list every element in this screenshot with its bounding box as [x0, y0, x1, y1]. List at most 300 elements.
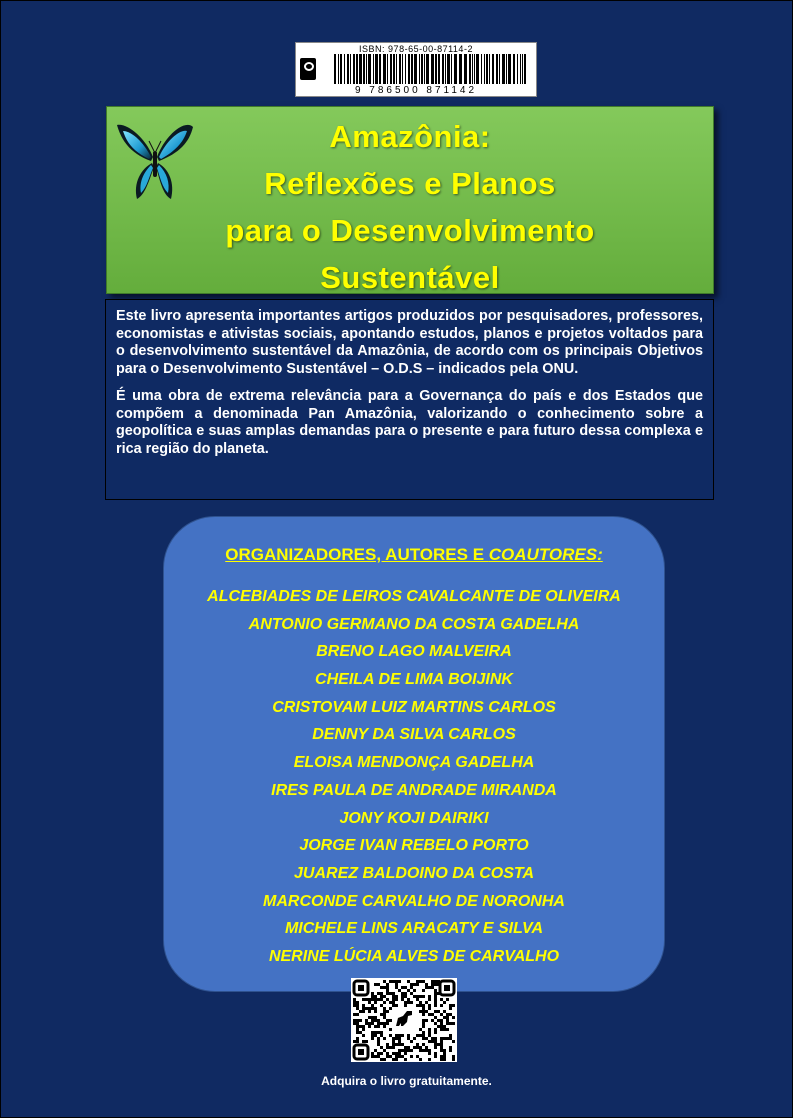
qr-cell: [425, 1010, 428, 1013]
qr-cell: [389, 1007, 392, 1010]
qr-cell: [407, 998, 410, 1001]
qr-cell: [389, 1046, 392, 1049]
qr-cell: [434, 1028, 437, 1031]
qr-cell: [410, 983, 413, 986]
qr-cell: [377, 1040, 380, 1043]
qr-cell: [374, 1055, 377, 1058]
qr-cell: [407, 1001, 410, 1004]
qr-cell: [434, 1052, 437, 1055]
qr-cell: [371, 1037, 374, 1040]
qr-cell: [434, 1010, 437, 1013]
qr-cell: [422, 1010, 425, 1013]
barcode-bar: [492, 54, 494, 84]
description-paragraph: É uma obra de extrema relevância para a Governança do país e dos Estados que compõem a denominada Pan Amazônia, valorizando o conhecimento sobre a geopolítica e suas amplas demandas para o presente e para futuro dessa complexa e rica região do planeta.: [116, 388, 703, 457]
qr-cell: [392, 1043, 395, 1046]
qr-cell: [398, 980, 401, 983]
qr-cell: [446, 1016, 449, 1019]
qr-cell: [371, 1007, 374, 1010]
qr-cell: [449, 1004, 452, 1007]
barcode-bar: [431, 54, 434, 84]
barcode-bar: [435, 54, 437, 84]
qr-cell: [428, 1034, 431, 1037]
qr-cell: [362, 1034, 365, 1037]
qr-cell: [404, 1004, 407, 1007]
barcode-bar: [438, 54, 440, 84]
qr-cell: [434, 1043, 437, 1046]
qr-cell: [362, 1025, 365, 1028]
qr-cell: [404, 995, 407, 998]
barcode-bar: [359, 54, 362, 84]
qr-cell: [368, 1022, 371, 1025]
title-line: Amazônia:: [329, 119, 491, 154]
author-name: DENNY DA SILVA CARLOS: [312, 726, 516, 744]
qr-cell: [380, 1004, 383, 1007]
qr-cell: [446, 1022, 449, 1025]
qr-cell: [452, 1040, 455, 1043]
qr-cell: [380, 1046, 383, 1049]
qr-cell: [362, 998, 365, 1001]
barcode-bar: [445, 54, 446, 84]
qr-cell: [422, 1049, 425, 1052]
authors-card: [163, 516, 665, 992]
qr-cell: [368, 1001, 371, 1004]
qr-cell: [425, 1001, 428, 1004]
qr-cell: [380, 1052, 383, 1055]
qr-cell: [452, 1004, 455, 1007]
qr-cell: [359, 1025, 362, 1028]
qr-cell: [434, 1046, 437, 1049]
qr-cell: [383, 1010, 386, 1013]
qr-cell: [383, 995, 386, 998]
qr-cell: [395, 1055, 398, 1058]
qr-cell: [353, 1001, 356, 1004]
qr-cell: [395, 1052, 398, 1055]
barcode-bar: [350, 54, 351, 84]
qr-cell: [401, 1034, 404, 1037]
qr-cell: [356, 1037, 359, 1040]
author-name: JONY KOJI DAIRIKI: [339, 809, 489, 827]
qr-cell: [374, 998, 377, 1001]
qr-cell: [380, 995, 383, 998]
qr-cell: [362, 1040, 365, 1043]
qr-cell: [452, 1055, 455, 1058]
qr-cell: [374, 1031, 377, 1034]
qr-cell: [440, 1025, 443, 1028]
barcode-bar: [344, 54, 345, 84]
qr-cell: [365, 1040, 368, 1043]
qr-cell: [428, 1040, 431, 1043]
qr-cell: [449, 1049, 452, 1052]
qr-cell: [395, 1043, 398, 1046]
qr-cell: [356, 1019, 359, 1022]
barcode-bar: [366, 54, 367, 84]
qr-cell: [371, 992, 374, 995]
author-name: JORGE IVAN REBELO PORTO: [299, 837, 529, 855]
qr-cell: [356, 1007, 359, 1010]
barcode-bar: [405, 54, 406, 84]
qr-cell: [419, 1010, 422, 1013]
author-name: JUAREZ BALDOINO DA COSTA: [294, 864, 534, 882]
qr-cell: [392, 995, 395, 998]
qr-cell: [440, 998, 443, 1001]
qr-cell: [386, 983, 389, 986]
qr-cell: [404, 1001, 407, 1004]
qr-cell: [377, 1043, 380, 1046]
title-line: Sustentável: [320, 260, 500, 295]
qr-cell: [374, 983, 377, 986]
qr-cell: [449, 1007, 452, 1010]
qr-cell: [377, 1022, 380, 1025]
qr-cell: [404, 992, 407, 995]
qr-cell: [356, 1028, 359, 1031]
barcode-bar: [447, 54, 450, 84]
qr-cell: [395, 998, 398, 1001]
author-name: BRENO LAGO MALVEIRA: [316, 643, 512, 661]
qr-cell: [392, 1058, 395, 1061]
qr-cell: [377, 1055, 380, 1058]
qr-cell: [446, 998, 449, 1001]
qr-cell: [401, 995, 404, 998]
qr-cell: [374, 1016, 377, 1019]
qr-cell: [356, 1004, 359, 1007]
qr-cell: [431, 1037, 434, 1040]
qr-code[interactable]: [351, 978, 457, 1062]
qr-cell: [407, 989, 410, 992]
qr-cell: [440, 1043, 443, 1046]
qr-cell: [452, 1022, 455, 1025]
qr-cell: [419, 1049, 422, 1052]
qr-cell: [374, 1019, 377, 1022]
qr-cell: [446, 1028, 449, 1031]
qr-cell: [365, 1007, 368, 1010]
qr-cell: [416, 1043, 419, 1046]
qr-cell: [392, 992, 395, 995]
qr-cell: [383, 1049, 386, 1052]
barcode-bar: [347, 54, 349, 84]
qr-cell: [386, 1022, 389, 1025]
qr-cell: [431, 986, 434, 989]
qr-cell: [428, 1028, 431, 1031]
barcode-bar: [368, 54, 371, 84]
qr-cell: [416, 1046, 419, 1049]
qr-cell: [392, 1004, 395, 1007]
qr-cell: [419, 1046, 422, 1049]
qr-cell: [365, 998, 368, 1001]
qr-cell: [395, 1034, 398, 1037]
title-banner: [106, 106, 714, 294]
qr-cell: [425, 1019, 428, 1022]
qr-cell: [383, 1016, 386, 1019]
qr-cell: [443, 1037, 446, 1040]
qr-cell: [416, 995, 419, 998]
qr-cell: [374, 1049, 377, 1052]
qr-cell: [404, 1049, 407, 1052]
barcode-bar: [524, 54, 526, 84]
qr-cell: [416, 998, 419, 1001]
qr-cell: [359, 1019, 362, 1022]
qr-cell: [383, 1037, 386, 1040]
barcode-bar: [334, 54, 336, 84]
qr-cell: [401, 1049, 404, 1052]
qr-cell: [383, 1022, 386, 1025]
barcode-bar: [499, 54, 500, 84]
qr-cell: [371, 1004, 374, 1007]
barcode-bar: [424, 54, 425, 84]
qr-cell: [419, 995, 422, 998]
qr-cell: [395, 1004, 398, 1007]
barcode-bar: [379, 54, 381, 84]
qr-cell: [368, 998, 371, 1001]
qr-cell: [410, 992, 413, 995]
qr-cell: [434, 1055, 437, 1058]
qr-cell: [422, 1013, 425, 1016]
qr-cell: [392, 998, 395, 1001]
barcode-bar: [459, 54, 462, 84]
qr-cell: [422, 1025, 425, 1028]
qr-cell: [428, 1004, 431, 1007]
qr-cell: [422, 1034, 425, 1037]
qr-cell: [392, 1046, 395, 1049]
qr-cell: [440, 1046, 443, 1049]
author-name: NERINE LÚCIA ALVES DE CARVALHO: [268, 947, 560, 965]
qr-cell: [416, 1004, 419, 1007]
barcode-bar: [508, 54, 511, 84]
qr-cell: [443, 1055, 446, 1058]
barcode-bar: [356, 54, 358, 84]
qr-cell: [383, 980, 386, 983]
qr-cell: [425, 986, 428, 989]
qr-cell: [431, 983, 434, 986]
barcode-bar: [393, 54, 395, 84]
qr-cell: [377, 983, 380, 986]
qr-cell: [428, 1031, 431, 1034]
qr-cell: [398, 1049, 401, 1052]
author-name: CHEILA DE LIMA BOIJINK: [315, 671, 513, 689]
qr-cell: [392, 1040, 395, 1043]
qr-cell: [377, 1019, 380, 1022]
qr-cell: [422, 1031, 425, 1034]
qr-cell: [425, 1049, 428, 1052]
author-name: MARCONDE CARVALHO DE NORONHA: [263, 892, 565, 910]
qr-cell: [416, 1055, 419, 1058]
qr-cell: [410, 1040, 413, 1043]
qr-cell: [356, 1022, 359, 1025]
barcode-bar: [426, 54, 429, 84]
qr-cell: [428, 1049, 431, 1052]
qr-cell: [413, 995, 416, 998]
qr-cell: [392, 1052, 395, 1055]
qr-cell: [368, 1010, 371, 1013]
author-name: MICHELE LINS ARACATY E SILVA: [284, 920, 544, 938]
qr-cell: [428, 995, 431, 998]
qr-cell: [404, 1052, 407, 1055]
qr-cell: [431, 980, 434, 983]
qr-cell: [449, 1034, 452, 1037]
qr-cell: [368, 1016, 371, 1019]
qr-cell: [374, 995, 377, 998]
qr-cell: [422, 989, 425, 992]
qr-cell: [368, 1025, 371, 1028]
qr-cell: [395, 995, 398, 998]
qr-cell: [398, 1037, 401, 1040]
qr-cell: [362, 1007, 365, 1010]
qr-cell: [434, 989, 437, 992]
barcode-bar: [442, 54, 444, 84]
qr-cell: [392, 1001, 395, 1004]
qr-cell: [383, 986, 386, 989]
qr-cell: [392, 980, 395, 983]
qr-cell: [383, 1007, 386, 1010]
barcode-bar: [481, 54, 482, 84]
qr-cell: [422, 1004, 425, 1007]
authors-heading: [164, 545, 664, 565]
qr-cell: [353, 1013, 356, 1016]
barcode-bar: [472, 54, 473, 84]
qr-cell: [416, 980, 419, 983]
qr-cell: [431, 1040, 434, 1043]
qr-cell: [377, 1037, 380, 1040]
barcode-bar: [408, 54, 410, 84]
qr-cell: [395, 980, 398, 983]
qr-cell: [386, 989, 389, 992]
qr-cell: [389, 992, 392, 995]
qr-cell: [440, 1055, 443, 1058]
qr-cell: [380, 986, 383, 989]
title-line: Reflexões e Planos: [264, 166, 556, 201]
qr-cell: [383, 1013, 386, 1016]
qr-cell: [440, 1004, 443, 1007]
barcode-bar: [476, 54, 479, 84]
barcode-bar: [496, 54, 498, 84]
qr-cell: [419, 1028, 422, 1031]
qr-cell: [404, 1058, 407, 1061]
qr-cell: [404, 986, 407, 989]
qr-cell: [410, 986, 413, 989]
qr-cell: [377, 1031, 380, 1034]
qr-cell: [389, 1019, 392, 1022]
barcode-bar: [419, 54, 420, 84]
barcode-bar: [489, 54, 490, 84]
qr-cell: [419, 1058, 422, 1061]
qr-cell: [431, 1019, 434, 1022]
barcode-bar: [411, 54, 413, 84]
qr-cell: [389, 980, 392, 983]
book-title: [107, 113, 713, 301]
qr-cell: [386, 992, 389, 995]
qr-cell: [413, 983, 416, 986]
barcode-bar: [399, 54, 401, 84]
qr-cell: [446, 1019, 449, 1022]
qr-cell: [425, 1046, 428, 1049]
qr-cell: [380, 1031, 383, 1034]
qr-cell: [428, 1058, 431, 1061]
barcode-bar: [464, 54, 467, 84]
barcode-bar: [520, 54, 521, 84]
isbn-barcode: [295, 42, 537, 97]
qr-cell: [362, 1004, 365, 1007]
qr-cell: [434, 980, 437, 983]
qr-cell: [413, 1046, 416, 1049]
barcode-bar: [484, 54, 485, 84]
qr-cell: [434, 1031, 437, 1034]
qr-cell: [437, 1019, 440, 1022]
qr-cell: [407, 1049, 410, 1052]
qr-cell: [401, 998, 404, 1001]
barcode-bar: [421, 54, 423, 84]
qr-cell: [422, 1022, 425, 1025]
qr-cell: [353, 1040, 356, 1043]
barcode-bar: [506, 54, 507, 84]
qr-cell: [443, 1025, 446, 1028]
qr-cell: [419, 1034, 422, 1037]
barcode-bars: [334, 54, 530, 84]
qr-cell: [356, 1031, 359, 1034]
qr-cell: [395, 1058, 398, 1061]
barcode-bar: [363, 54, 365, 84]
qr-cell: [395, 1037, 398, 1040]
qr-cell: [410, 1001, 413, 1004]
qr-cell: [353, 1004, 356, 1007]
qr-cell: [446, 1037, 449, 1040]
barcode-bar: [383, 54, 386, 84]
barcode-bar: [353, 54, 355, 84]
qr-cell: [440, 1013, 443, 1016]
barcode-bar: [375, 54, 378, 84]
qr-cell: [365, 1019, 368, 1022]
barcode-bar: [454, 54, 457, 84]
barcode-bar: [522, 54, 523, 84]
qr-cell: [407, 1046, 410, 1049]
barcode-bar: [451, 54, 452, 84]
qr-cell: [374, 1025, 377, 1028]
qr-cell: [356, 1001, 359, 1004]
qr-cell: [437, 1043, 440, 1046]
qr-cell: [362, 1028, 365, 1031]
qr-cell: [383, 1058, 386, 1061]
qr-cell: [434, 983, 437, 986]
qr-cell: [359, 1031, 362, 1034]
qr-cell: [425, 983, 428, 986]
barcode-bar: [513, 54, 515, 84]
qr-cell: [383, 1025, 386, 1028]
qr-cell: [371, 998, 374, 1001]
qr-cell: [371, 1022, 374, 1025]
qr-cell: [362, 1010, 365, 1013]
author-name: ANTONIO GERMANO DA COSTA GADELHA: [248, 615, 580, 633]
barcode-bar: [390, 54, 392, 84]
barcode-bar: [387, 54, 388, 84]
barcode-bar: [373, 54, 374, 84]
qr-cell: [380, 992, 383, 995]
qr-cell: [353, 1019, 356, 1022]
qr-cell: [386, 986, 389, 989]
qr-cell: [404, 1046, 407, 1049]
qr-cell: [434, 1016, 437, 1019]
qr-cell: [449, 1046, 452, 1049]
qr-cell: [371, 995, 374, 998]
qr-cell: [407, 1034, 410, 1037]
qr-cell: [434, 1022, 437, 1025]
qr-cell: [365, 1022, 368, 1025]
qr-cell: [428, 1052, 431, 1055]
qr-cell: [380, 1058, 383, 1061]
qr-cell: [422, 995, 425, 998]
qr-cell: [428, 1007, 431, 1010]
qr-cell: [398, 1052, 401, 1055]
qr-cell: [389, 1055, 392, 1058]
qr-cell: [443, 1028, 446, 1031]
qr-cell: [386, 1010, 389, 1013]
